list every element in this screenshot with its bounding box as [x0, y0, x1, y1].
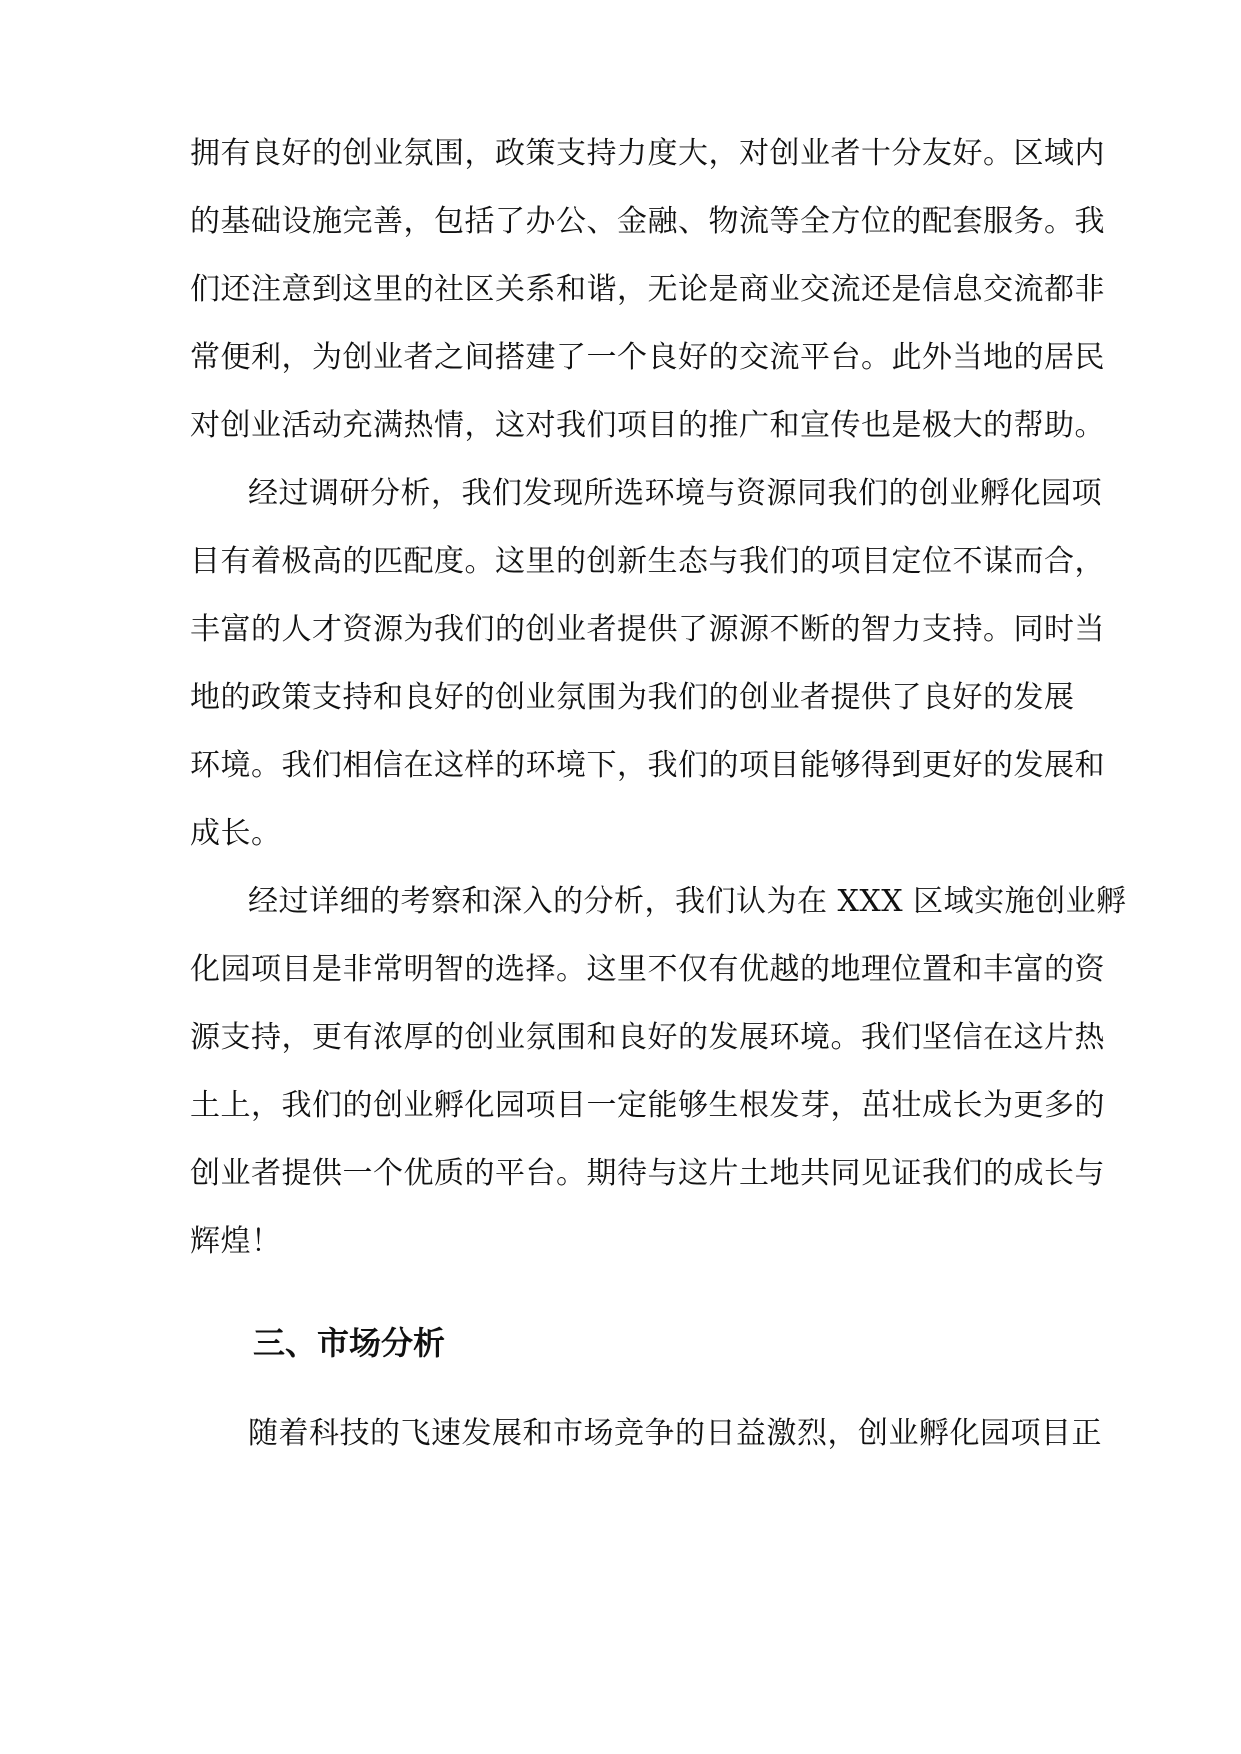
paragraph-line: 拥有良好的创业氛围，政策支持力度大，对创业者十分友好。区域内: [190, 136, 1105, 171]
paragraph-line: 辉煌！: [190, 1224, 282, 1259]
paragraph-line: 成长。: [190, 816, 282, 851]
paragraph-line: 地的政策支持和良好的创业氛围为我们的创业者提供了良好的发展: [190, 680, 1075, 715]
paragraph-line: 化园项目是非常明智的选择。这里不仅有优越的地理位置和丰富的资: [190, 952, 1105, 987]
paragraph-line: 随着科技的飞速发展和市场竞争的日益激烈，创业孵化园项目正: [248, 1416, 1102, 1451]
paragraph-line: 经过详细的考察和深入的分析，我们认为在 XXX 区域实施创业孵: [248, 884, 1127, 919]
paragraph-line: 环境。我们相信在这样的环境下，我们的项目能够得到更好的发展和: [190, 748, 1105, 783]
paragraph-line: 对创业活动充满热情，这对我们项目的推广和宣传也是极大的帮助。: [190, 408, 1105, 443]
paragraph-line: 目有着极高的匹配度。这里的创新生态与我们的项目定位不谋而合，: [190, 544, 1105, 579]
paragraph-line: 经过调研分析，我们发现所选环境与资源同我们的创业孵化园项: [248, 476, 1102, 511]
section-heading: 三、市场分析: [253, 1324, 446, 1362]
paragraph-line: 丰富的人才资源为我们的创业者提供了源源不断的智力支持。同时当: [190, 612, 1105, 647]
paragraph-line: 源支持，更有浓厚的创业氛围和良好的发展环境。我们坚信在这片热: [190, 1020, 1105, 1055]
paragraph-line: 们还注意到这里的社区关系和谐，无论是商业交流还是信息交流都非: [190, 272, 1105, 307]
paragraph-line: 常便利，为创业者之间搭建了一个良好的交流平台。此外当地的居民: [190, 340, 1105, 375]
paragraph-line: 创业者提供一个优质的平台。期待与这片土地共同见证我们的成长与: [190, 1156, 1105, 1191]
paragraph-line: 土上，我们的创业孵化园项目一定能够生根发芽，茁壮成长为更多的: [190, 1088, 1105, 1123]
paragraph-line: 的基础设施完善，包括了办公、金融、物流等全方位的配套服务。我: [190, 204, 1105, 239]
